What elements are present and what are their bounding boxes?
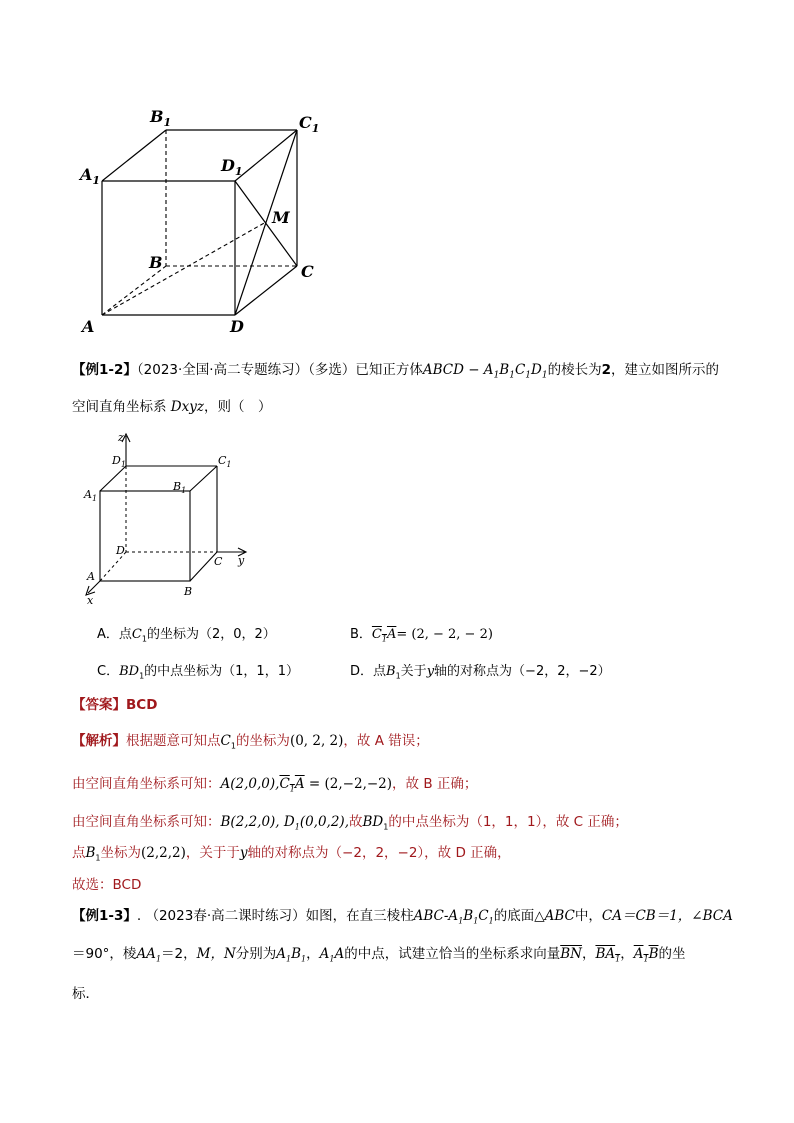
axis-y-label: y: [238, 554, 245, 567]
option-d-prefix: D．点: [350, 664, 387, 679]
analysis-line2: [72, 774, 477, 800]
cube-tail: 的棱长为: [547, 362, 602, 378]
example13-condition: CA＝CB＝1，∠BCA: [601, 908, 733, 924]
example13-source: . （2023春·高二课时练习）如图，在直三棱柱: [136, 908, 414, 924]
label-b1: $B_1$: [150, 107, 172, 129]
example13-mn: M，N: [196, 946, 236, 962]
vector-a1b: $A_1B$: [633, 946, 659, 964]
option-a-text: 的坐标为（2，0，2）: [146, 627, 276, 642]
analysis-line1: 【解析】根据题意可知点$C_1$的坐标为(0, 2, 2)，故 A 错误；: [72, 733, 429, 751]
label-b: B: [149, 253, 163, 272]
axis-z-label: z: [118, 431, 124, 444]
option-b-value: = (2, − 2, − 2): [396, 627, 493, 642]
example-source: （2023·全国·高二专题练习）（多选）已知正方体: [136, 362, 423, 378]
option-d-mid: 关于: [400, 664, 427, 679]
option-c-prefix: C．: [97, 664, 120, 679]
analysis-l3c: 的中点坐标为（1，1，1），故 C 正确；: [388, 814, 628, 830]
analysis-l1a: 根据题意可知点: [126, 733, 221, 749]
analysis-l4c: 轴的对称点为（−2，2，−2），故 D 正确，: [247, 845, 511, 861]
analysis-l4a: 点: [72, 845, 86, 861]
edge-length: 2: [601, 362, 611, 378]
analysis-label: 【解析】: [72, 733, 126, 749]
example13-aa: AA: [136, 946, 156, 962]
example13-triangle: △ABC: [534, 908, 575, 924]
example-1-2-line2: [72, 397, 271, 417]
example13-after: 的底面: [493, 908, 535, 924]
analysis-l1b: 的坐标为: [235, 733, 290, 749]
label-d: D: [116, 544, 125, 557]
vector-ba1: $BA_1$: [595, 946, 621, 964]
option-d-text: 轴的对称点为（−2，2，−2）: [434, 664, 611, 679]
option-c-segment: BD: [119, 664, 140, 679]
label-a1: $A_1$: [80, 165, 101, 187]
option-d-axis: y: [426, 664, 435, 679]
analysis-l4-val: (2,2,2): [141, 845, 186, 861]
label-b1: $B_1$: [173, 480, 187, 495]
after-edge: ，建立如图所示的: [611, 362, 719, 378]
analysis-l2-val: = (2,−2,−2): [304, 776, 393, 792]
label-d: D: [230, 317, 244, 336]
option-a-point: C: [131, 627, 142, 642]
label-d1: $D_1$: [112, 454, 126, 469]
example13-tag: 【例1-3】: [72, 908, 137, 924]
option-d-point: B: [386, 664, 396, 679]
cube-name: ABCD − A: [422, 362, 494, 378]
label-a1: $A_1$: [84, 488, 98, 503]
label-d1: $D_1$: [221, 156, 243, 178]
option-c-text: 的中点坐标为（1，1，1）: [144, 664, 299, 679]
vector-bn: $\overline{BN}$: [560, 946, 582, 962]
analysis-l4-axis: y: [239, 845, 248, 861]
answer-line: [72, 695, 157, 715]
analysis-l3-math2: (0,0,2),: [299, 814, 349, 830]
example-1-3-line2: ＝90°，棱$AA_1=2$，M，N分别为$A_1B_1$，$A_1A$的中点，试建立恰当的坐标系求向量$\overline{BN}$，$BA_1$，$A_1B$的坐: [72, 946, 686, 964]
option-b: [350, 626, 493, 649]
option-a-prefix: A．点: [97, 627, 132, 642]
analysis-line4: 点$B_1$坐标为(2,2,2)，关于于y轴的对称点为（−2，2，−2），故 D 正确，: [72, 845, 511, 863]
option-c: C．$BD_1$的中点坐标为（1，1，1）: [97, 664, 299, 681]
option-b-prefix: B．: [350, 627, 372, 642]
analysis-l5: 故选：BCD: [72, 877, 142, 893]
analysis-line5: [72, 875, 141, 895]
analysis-l4b: ，关于于: [185, 845, 240, 861]
label-c1: $C_1$: [218, 454, 232, 469]
label-c: C: [301, 262, 314, 281]
answer-label: 【答案】: [72, 697, 126, 713]
example-1-3-line3: 标．: [72, 986, 99, 1002]
label-b: B: [184, 585, 193, 598]
coord-text: 空间直角坐标系: [72, 399, 167, 415]
label-c: C: [214, 555, 223, 568]
analysis-l1c: ，故 A 错误；: [343, 733, 429, 749]
label-a: A: [82, 317, 95, 336]
analysis-line3: 由空间直角坐标系可知：B(2,2,0), $D_1(0,0,2)$,故$BD_1$的中点坐标为（1，1，1），故 C 正确；: [72, 814, 628, 832]
analysis-l4-point: B: [85, 845, 96, 861]
analysis-l3-seg: BD: [362, 814, 384, 830]
analysis-l4-pre: 坐标为: [100, 845, 142, 861]
option-d: D．点$B_1$关于y轴的对称点为（−2，2，−2）: [350, 664, 611, 681]
example-tag: 【例1-2】: [72, 362, 137, 378]
cube-figure-2: [78, 428, 258, 606]
analysis-l3-math: B(2,2,0), D: [220, 814, 295, 830]
analysis-l3b: 故: [349, 814, 363, 830]
label-m: M: [272, 208, 290, 227]
analysis-l2-vector: $C_1A$: [279, 776, 305, 794]
analysis-l1-val: (0, 2, 2): [289, 733, 344, 749]
option-b-vector: $C_1A$: [371, 627, 397, 644]
label-a: A: [87, 570, 95, 583]
coord-system: Dxyz: [170, 399, 204, 415]
answer-value: BCD: [126, 697, 158, 713]
axis-x-label: x: [87, 594, 94, 606]
cube-figure-1: [70, 100, 330, 345]
analysis-l1-point: C: [220, 733, 231, 749]
option-a: A．点$C_1$的坐标为（2，0，2）: [97, 627, 276, 644]
analysis-l2-math: A(2,0,0),: [220, 776, 280, 792]
analysis-l2b: ，故 B 正确；: [392, 776, 478, 792]
question-paren: ，则（ ）: [203, 399, 272, 415]
example13-prism: ABC-A: [413, 908, 459, 924]
example-1-3-line1: 【例1-3】. （2023春·高二课时练习）如图，在直三棱柱ABC-$A_1B_1C_1$的底面△ABC中，CA＝CB＝1，∠BCA: [72, 908, 733, 926]
example-1-2-line1: 【例1-2】（2023·全国·高二专题练习）（多选）已知正方体ABCD − $A_1B_1C_1D_1$的棱长为2，建立如图所示的: [72, 362, 719, 381]
analysis-l2a: 由空间直角坐标系可知：: [72, 776, 221, 792]
label-c1: $C_1$: [299, 113, 320, 135]
analysis-l3a: 由空间直角坐标系可知：: [72, 814, 221, 830]
